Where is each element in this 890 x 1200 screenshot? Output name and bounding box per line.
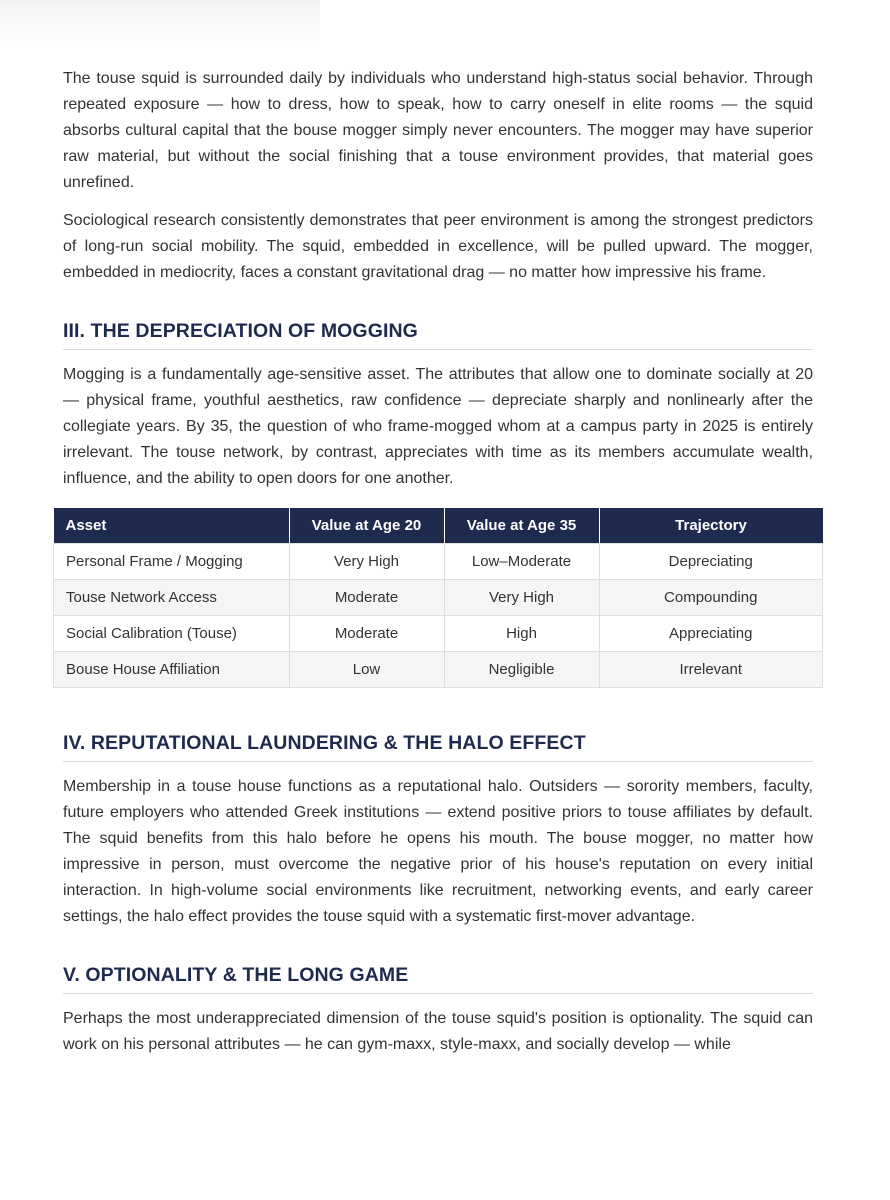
intro-paragraph-1: The touse squid is surrounded daily by individuals who understand high-status social behavior. Through repeated exposure — how to dress, how to speak, how to carry oneself in elite rooms — the squid absorbs cultural capital that the bouse mogger simply never encounters. The mogger may have superior raw material, but without the social finishing that a touse environment provides, that material goes unrefined. bbox=[63, 70, 813, 191]
section-heading-depreciation: III. THE DEPRECIATION OF MOGGING bbox=[63, 320, 813, 350]
top-shadow bbox=[0, 0, 320, 48]
header-value-age-20: Value at Age 20 bbox=[289, 508, 444, 544]
table-row bbox=[54, 652, 823, 688]
intro-paragraph-2: Sociological research consistently demonstrates that peer environment is among the strongest predictors of long-run social mobility. The squid, embedded in excellence, will be pulled upward. The mogger, embedded in mediocrity, faces a constant gravitational drag — no matter how impressive his frame. bbox=[63, 212, 813, 281]
cell-trajectory: Appreciating bbox=[599, 616, 823, 652]
section-optionality bbox=[63, 964, 813, 1058]
cell-value-age-20: Very High bbox=[289, 544, 444, 580]
section-paragraph-halo-effect: Membership in a touse house functions as a reputational halo. Outsiders — sorority members, faculty, future employers who attended Greek institutions — extend positive priors to touse affiliates by default. The squid benefits from this halo before he opens his mouth. The bouse mogger, no matter how impressive in person, must overcome the negative prior of his house's reputation on every initial interaction. In high-volume social environments like recruitment, networking events, and early career settings, the halo effect provides the touse squid with a systematic first-mover advantage. bbox=[63, 778, 813, 925]
table-header-row bbox=[54, 508, 823, 544]
cell-value-age-35: High bbox=[444, 616, 599, 652]
table-row bbox=[54, 616, 823, 652]
header-trajectory: Trajectory bbox=[599, 508, 823, 544]
cell-value-age-35: Negligible bbox=[444, 652, 599, 688]
section-depreciation bbox=[63, 320, 813, 688]
table-row bbox=[54, 544, 823, 580]
cell-trajectory: Irrelevant bbox=[599, 652, 823, 688]
cell-value-age-20: Moderate bbox=[289, 580, 444, 616]
cell-asset: Touse Network Access bbox=[54, 580, 290, 616]
asset-value-table bbox=[53, 508, 823, 688]
cell-asset: Social Calibration (Touse) bbox=[54, 616, 290, 652]
cell-value-age-35: Low–Moderate bbox=[444, 544, 599, 580]
document-page bbox=[63, 66, 813, 1058]
cell-trajectory: Compounding bbox=[599, 580, 823, 616]
cell-value-age-20: Low bbox=[289, 652, 444, 688]
cell-value-age-35: Very High bbox=[444, 580, 599, 616]
section-halo-effect bbox=[63, 732, 813, 930]
cell-asset: Bouse House Affiliation bbox=[54, 652, 290, 688]
cell-asset: Personal Frame / Mogging bbox=[54, 544, 290, 580]
section-heading-halo-effect: IV. REPUTATIONAL LAUNDERING & THE HALO EFFECT bbox=[63, 732, 813, 762]
cell-value-age-20: Moderate bbox=[289, 616, 444, 652]
section-paragraph-optionality: Perhaps the most underappreciated dimension of the touse squid's position is optionality. The squid can work on his personal attributes — he can gym-maxx, style-maxx, and socially develop — while bbox=[63, 1010, 813, 1053]
table-row bbox=[54, 580, 823, 616]
header-value-age-35: Value at Age 35 bbox=[444, 508, 599, 544]
header-asset: Asset bbox=[54, 508, 290, 544]
section-paragraph-depreciation: Mogging is a fundamentally age-sensitive asset. The attributes that allow one to dominate socially at 20 — physical frame, youthful aesthetics, raw confidence — depreciate sharply and nonlinearly after the collegiate years. By 35, the question of who frame-mogged whom at a campus party in 2025 is entirely irrelevant. The touse network, by contrast, appreciates with time as its members accumulate wealth, influence, and the ability to open doors for one another. bbox=[63, 366, 813, 487]
section-heading-optionality: V. OPTIONALITY & THE LONG GAME bbox=[63, 964, 813, 994]
cell-trajectory: Depreciating bbox=[599, 544, 823, 580]
